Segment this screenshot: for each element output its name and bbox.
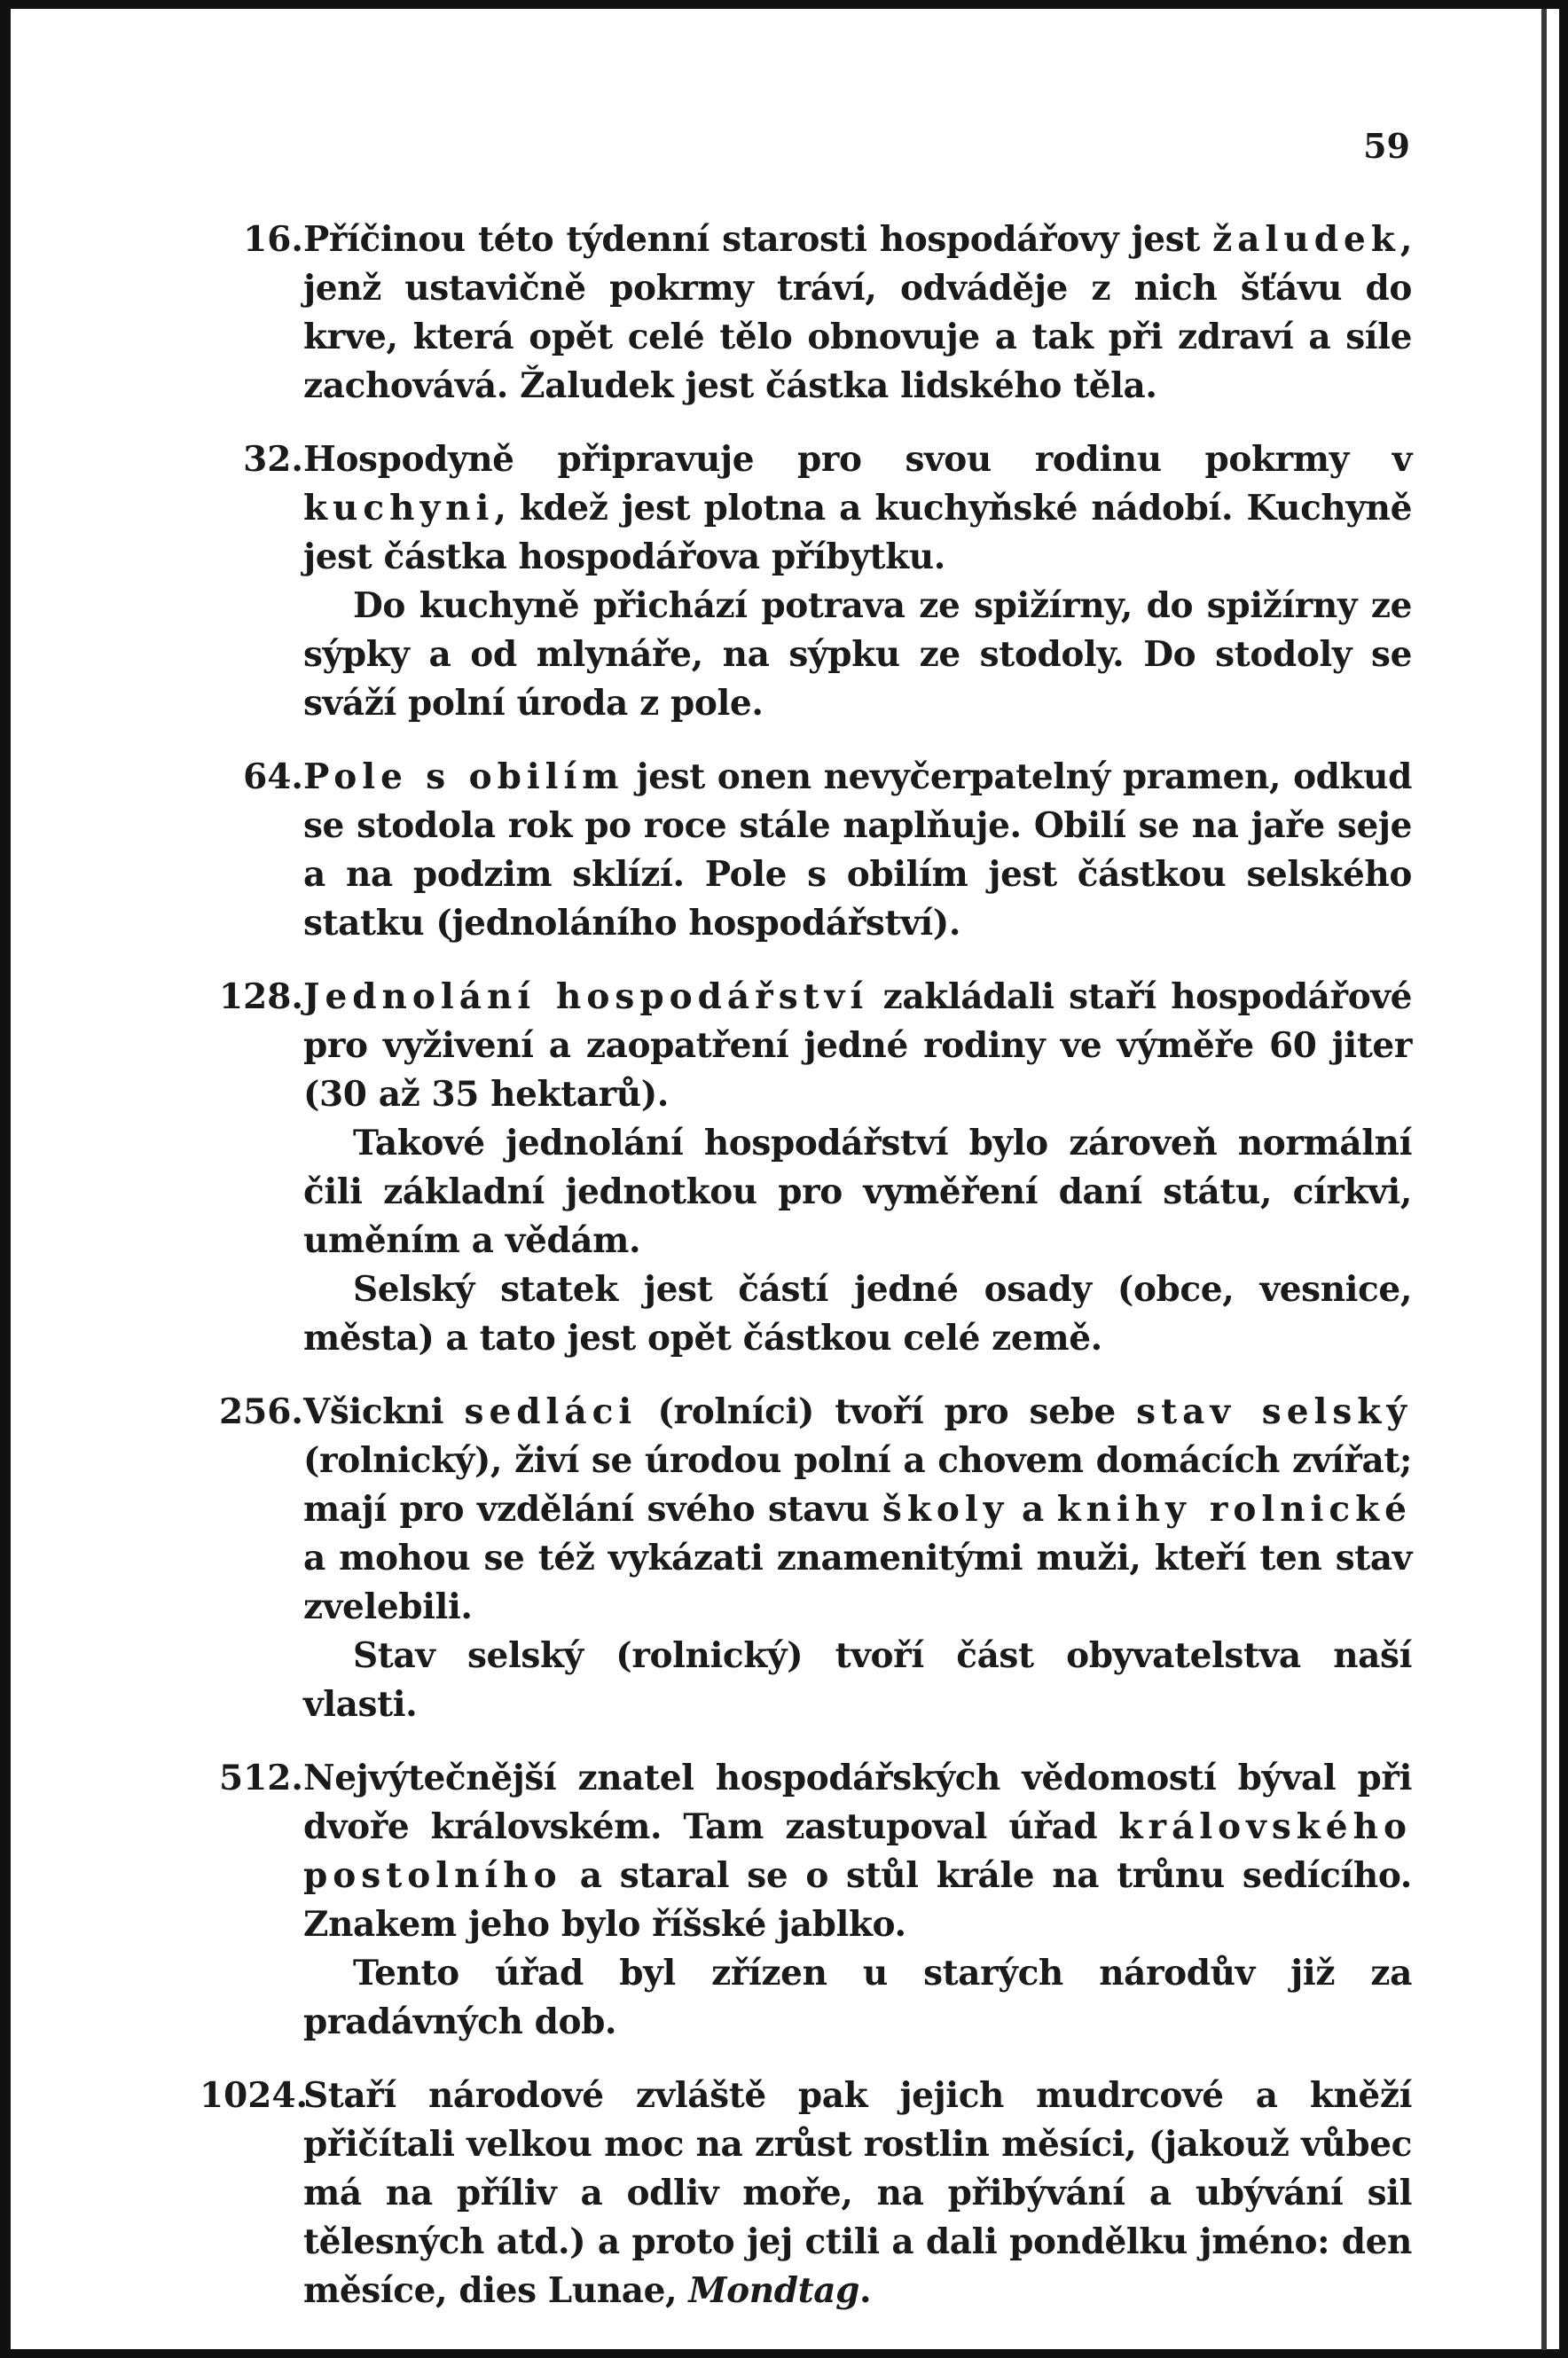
page-edge-shadow — [1541, 9, 1547, 2350]
paragraph — [303, 1265, 1412, 1363]
emphasized-term: Pole s obilím — [303, 756, 624, 797]
text-run: Hospodyně připravuje pro svou rodinu pokrmy v — [303, 439, 1412, 480]
entry-number: 16. — [243, 219, 303, 260]
text-run: , kdež jest plotna a kuchyňské nádobí. Kuchyně jest částka hospodářova příbytku. — [303, 488, 1412, 577]
paragraph — [303, 435, 1412, 582]
text-run: (rolnický), živí se úrodou polní a chovem domácích zvířat; mají pro vzdělání svého stavu — [303, 1440, 1412, 1530]
entry-number: 64. — [243, 756, 303, 797]
paragraph — [303, 2072, 1412, 2315]
entry-body — [303, 973, 1412, 1363]
paragraph — [303, 582, 1412, 728]
entry-512 — [200, 1754, 1412, 2047]
text-run: a staral se o stůl krále na trůnu sedícího. Znakem jeho bylo říšské jablko. — [303, 1855, 1412, 1945]
entry-number: 1024. — [200, 2075, 309, 2116]
entry-number: 512. — [219, 1758, 303, 1798]
text-run: a mohou se též vykázati znamenitými muži, kteří ten stav zvelebili. — [303, 1538, 1412, 1627]
text-run: Nejvýtečnější znatel hospodářských vědomostí býval při dvoře královském. Tam zastupoval úřad — [303, 1758, 1412, 1847]
text-run: Tento úřad byl zřízen u starých národův již za pradávných dob. — [303, 1953, 1412, 2042]
emphasized-term: Jednolání hospodářství — [303, 976, 869, 1017]
text-run: Takové jednolání hospodářství bylo zároveň normální čili základní jednotkou pro vyměření daní státu, církvi, uměním a vědám. — [303, 1123, 1412, 1261]
paragraph — [303, 1754, 1412, 1949]
emphasized-term: kuchyni — [303, 488, 495, 529]
entry-256 — [200, 1388, 1412, 1729]
text-run: , jenž ustavičně pokrmy tráví, odváděje z nich šťávu do krve, která opět celé tělo obnovuje a tak při zdraví a síle zachovává. Žaludek jest částka lidského těla. — [303, 219, 1412, 406]
text-run: zakládali staří hospodářové pro vyživení a zaopatření jedné rodiny ve výměře 60 jiter (30 až 35 hektarů). — [303, 976, 1412, 1115]
entry-number: 256. — [219, 1391, 303, 1432]
text-run: Selský statek jest částí jedné osady (obce, vesnice, města) a tato jest opět částkou celé země. — [303, 1269, 1412, 1359]
entry-body — [303, 1754, 1412, 2047]
paragraph — [303, 1388, 1412, 1632]
paragraph — [303, 1632, 1412, 1729]
emphasized-term: královského postolního — [303, 1806, 1412, 1896]
entry-number: 32. — [243, 439, 303, 480]
entry-16 — [200, 215, 1412, 411]
entry-128 — [200, 973, 1412, 1363]
entry-body — [303, 2072, 1412, 2315]
entry-number: 128. — [219, 976, 303, 1017]
paragraph — [303, 1949, 1412, 2047]
paragraph — [303, 215, 1412, 411]
text-run: Příčinou této týdenní starosti hospodářovy jest — [303, 219, 1213, 260]
emphasized-term: stav selský — [1136, 1391, 1412, 1432]
paragraph — [303, 973, 1412, 1119]
entry-32 — [200, 435, 1412, 728]
entry-64 — [200, 753, 1412, 948]
emphasized-term: sedláci — [464, 1391, 638, 1432]
entry-body — [303, 215, 1412, 411]
page-content — [200, 215, 1412, 2340]
paragraph — [303, 1119, 1412, 1265]
entry-body — [303, 1388, 1412, 1729]
text-run: . — [858, 2270, 872, 2311]
entry-body — [303, 753, 1412, 948]
text-run: Do kuchyně přichází potrava ze spižírny, do spižírny ze sýpky a od mlynáře, na sýpku ze stodoly. Do stodoly se sváží polní úroda z pole. — [303, 585, 1412, 724]
emphasized-term: žaludek — [1212, 219, 1400, 260]
entry-body — [303, 435, 1412, 728]
text-run: Stav selský (rolnický) tvoří část obyvatelstva naší vlasti. — [303, 1635, 1412, 1725]
paragraph — [303, 753, 1412, 948]
text-run: Staří národové zvláště pak jejich mudrcové a kněží přičítali velkou moc na zrůst rostlin měsíci, (jakouž vůbec má na příliv a odliv moře, na přibývání a ubývání sil tělesných atd.) a proto jej ctili a dali pondělku jméno: den měsíce, dies Lunae, — [303, 2075, 1412, 2311]
page-number: 59 — [1363, 126, 1410, 166]
emphasized-term: školy — [882, 1489, 1009, 1530]
text-run: Všickni — [303, 1391, 465, 1432]
text-run: jest onen nevyčerpatelný pramen, odkud se stodola rok po roce stále naplňuje. Obilí se na jaře seje a na podzim sklízí. Pole s obilím jest částkou selského statku (jednoláního hospodářství). — [303, 756, 1412, 944]
entry-1024 — [200, 2072, 1412, 2315]
blackletter-term: Mondtag — [688, 2270, 859, 2311]
text-run: (rolníci) tvoří pro sebe — [637, 1391, 1137, 1432]
emphasized-term: knihy rolnické — [1056, 1489, 1412, 1530]
text-run: a — [1008, 1489, 1057, 1530]
